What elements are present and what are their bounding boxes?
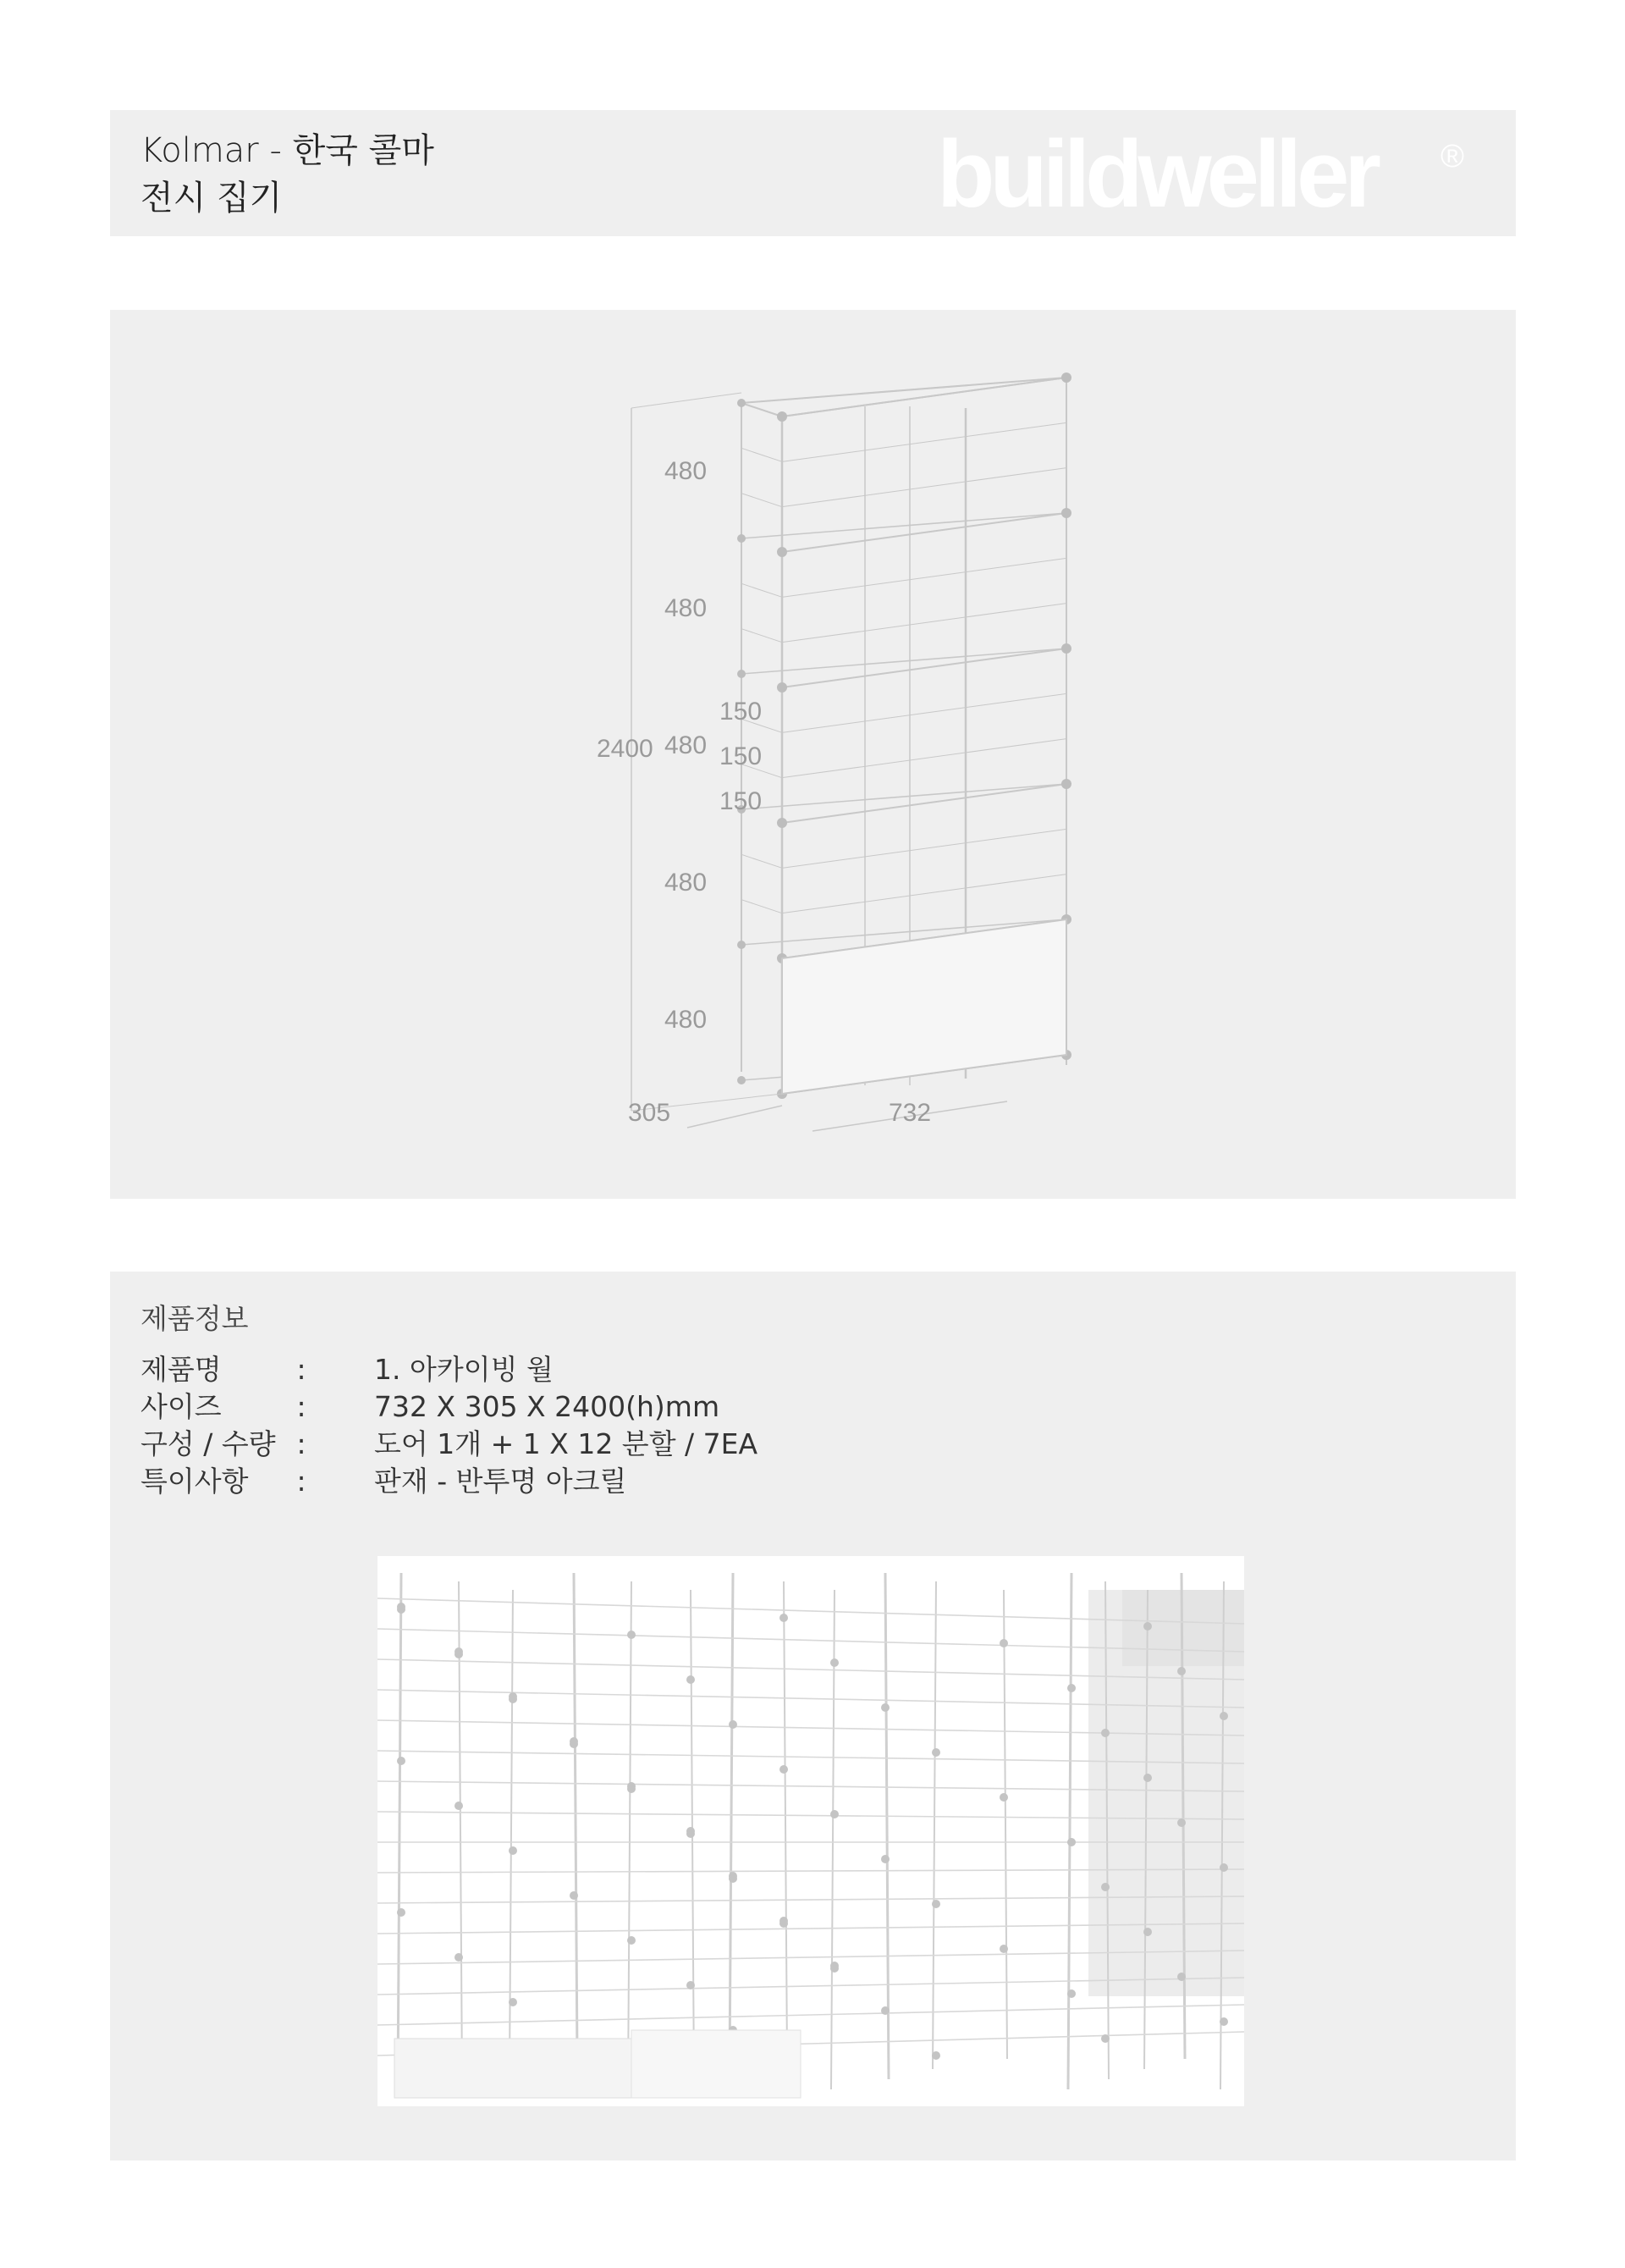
- render-joint: [397, 1908, 405, 1917]
- render-joint: [932, 1748, 940, 1757]
- shelf-joint: [737, 1076, 746, 1084]
- render-joint: [454, 1650, 463, 1658]
- render-joint: [686, 1675, 695, 1684]
- render-post: [574, 1573, 577, 2059]
- shelf-joint: [1061, 779, 1071, 789]
- spec-value: 1. 아카이빙 월: [374, 1353, 554, 1386]
- render-door-panel: [631, 2030, 801, 2098]
- section-height-label: 480: [664, 731, 708, 759]
- render-joint: [1177, 1973, 1186, 1981]
- sub-shelf-side: [741, 583, 782, 597]
- brand-registered-mark: ®: [1440, 139, 1464, 174]
- render-joint: [627, 1785, 636, 1793]
- render-joint: [932, 1900, 940, 1908]
- spec-value: 732 X 305 X 2400(h)mm: [374, 1390, 720, 1423]
- title-subject: 전시 집기: [140, 179, 283, 218]
- spec-label: 사이즈: [140, 1390, 222, 1423]
- spec-value: 판재 - 반투명 아크릴: [374, 1465, 627, 1498]
- sub-shelf-side: [741, 900, 782, 913]
- render-joint: [881, 1703, 890, 1712]
- render-joint: [1101, 1729, 1110, 1737]
- render-joint: [1067, 1684, 1076, 1692]
- spec-label: 특이사항: [140, 1465, 249, 1498]
- render-joint: [1000, 1639, 1008, 1647]
- render-joint: [397, 1605, 405, 1614]
- title-client: Kolmar - 한국 콜마: [140, 131, 434, 170]
- render-joint: [779, 1765, 788, 1774]
- sub-shelf: [782, 739, 1066, 778]
- spec-colon: :: [296, 1465, 306, 1498]
- sub-shelf: [782, 558, 1066, 597]
- depth-label: 305: [628, 1099, 671, 1127]
- cabinet-top-left-edge: [741, 403, 782, 417]
- render-door-panel: [394, 2039, 631, 2098]
- product-info-panel: [110, 1272, 1516, 2160]
- spec-colon: :: [296, 1427, 306, 1460]
- render-joint: [779, 1614, 788, 1622]
- render-joint: [454, 1953, 463, 1962]
- render-joint: [1143, 1774, 1152, 1782]
- drawing-panel: [110, 310, 1516, 1199]
- render-joint: [1143, 1622, 1152, 1631]
- render-joint: [686, 1981, 695, 1989]
- render-joint: [1000, 1793, 1008, 1802]
- render-joint: [509, 1695, 517, 1703]
- spec-colon: :: [296, 1353, 306, 1386]
- sub-shelf: [782, 468, 1066, 507]
- render-joint: [509, 1846, 517, 1855]
- sub-shelf: [782, 875, 1066, 913]
- spec-colon: :: [296, 1390, 306, 1423]
- render-post: [885, 1573, 889, 2079]
- render-joint: [1143, 1928, 1152, 1936]
- render-post: [730, 1573, 733, 2069]
- shelf-joint: [737, 534, 746, 543]
- sub-shelf: [782, 604, 1066, 643]
- render-joint: [397, 1757, 405, 1765]
- sub-spacing-label: 150: [719, 698, 763, 726]
- shelf-joint: [737, 941, 746, 949]
- render-shelf: [377, 2005, 1244, 2025]
- total-height-label: 2400: [597, 735, 653, 763]
- render-joint: [1101, 2034, 1110, 2043]
- shelf-joint: [777, 547, 787, 557]
- render-joint: [509, 1998, 517, 2006]
- render-joint: [881, 2006, 890, 2015]
- render-joint: [570, 1740, 578, 1748]
- render-joint: [1220, 1863, 1228, 1872]
- render-joint: [729, 1874, 737, 1883]
- shelf-joint: [777, 411, 787, 422]
- render-joint: [627, 1631, 636, 1639]
- render-post: [933, 1581, 936, 2069]
- render-joint: [830, 1810, 839, 1818]
- render-joint: [1067, 1989, 1076, 1998]
- cabinet-drawing: [110, 310, 1516, 1199]
- render-joint: [830, 1658, 839, 1667]
- render-post: [1068, 1573, 1071, 2089]
- info-heading: 제품정보: [140, 1302, 249, 1335]
- header-banner: [110, 110, 1516, 236]
- shelf-joint: [1061, 508, 1071, 518]
- shelf-joint: [1061, 372, 1071, 383]
- render-post: [1004, 1590, 1007, 2059]
- shelf-joint: [777, 818, 787, 828]
- sub-shelf: [782, 829, 1066, 868]
- shelf-joint: [737, 670, 746, 678]
- project-title: [140, 127, 434, 222]
- render-post: [628, 1581, 631, 2089]
- width-label: 732: [889, 1099, 932, 1127]
- sub-spacing-label: 150: [719, 742, 763, 770]
- render-joint: [881, 1855, 890, 1863]
- depth-dimension-line: [687, 1106, 782, 1128]
- sub-shelf: [782, 693, 1066, 732]
- section-height-label: 480: [664, 1006, 708, 1034]
- brand-wordmark: buildweller: [937, 129, 1376, 222]
- shelf-joint: [737, 399, 746, 407]
- render-post: [398, 1573, 401, 2089]
- door-panel: [782, 919, 1066, 1094]
- spec-label: 제품명: [140, 1353, 222, 1386]
- sub-shelf: [782, 422, 1066, 461]
- render-joint: [1220, 1712, 1228, 1720]
- shelf-joint: [1061, 643, 1071, 654]
- installation-render: [377, 1556, 1244, 2106]
- shelf-joint: [777, 682, 787, 693]
- render-drawing: [377, 1556, 1244, 2106]
- render-joint: [686, 1829, 695, 1838]
- render-joint: [1101, 1883, 1110, 1891]
- render-joint: [932, 2051, 940, 2060]
- sub-shelf-side: [741, 448, 782, 461]
- section-height-label: 480: [664, 457, 708, 485]
- render-joint: [830, 1964, 839, 1973]
- brand-logo: [937, 129, 1479, 222]
- sub-shelf-side: [741, 629, 782, 643]
- render-joint: [570, 1891, 578, 1900]
- section-height-label: 480: [664, 594, 708, 622]
- render-joint: [1177, 1818, 1186, 1827]
- render-joint: [779, 1919, 788, 1928]
- render-joint: [454, 1802, 463, 1810]
- height-dimension-top-tick: [631, 393, 741, 408]
- section-height-label: 480: [664, 869, 708, 897]
- render-joint: [1220, 2017, 1228, 2026]
- sub-spacing-label: 150: [719, 787, 763, 815]
- render-joint: [1000, 1945, 1008, 1953]
- render-joint: [729, 1720, 737, 1729]
- render-joint: [1067, 1838, 1076, 1846]
- sub-shelf-side: [741, 494, 782, 507]
- spec-label: 구성 / 수량: [140, 1427, 276, 1460]
- spec-value: 도어 1개 + 1 X 12 분할 / 7EA: [374, 1427, 758, 1460]
- sub-shelf-side: [741, 854, 782, 868]
- render-joint: [627, 1936, 636, 1945]
- render-joint: [1177, 1667, 1186, 1675]
